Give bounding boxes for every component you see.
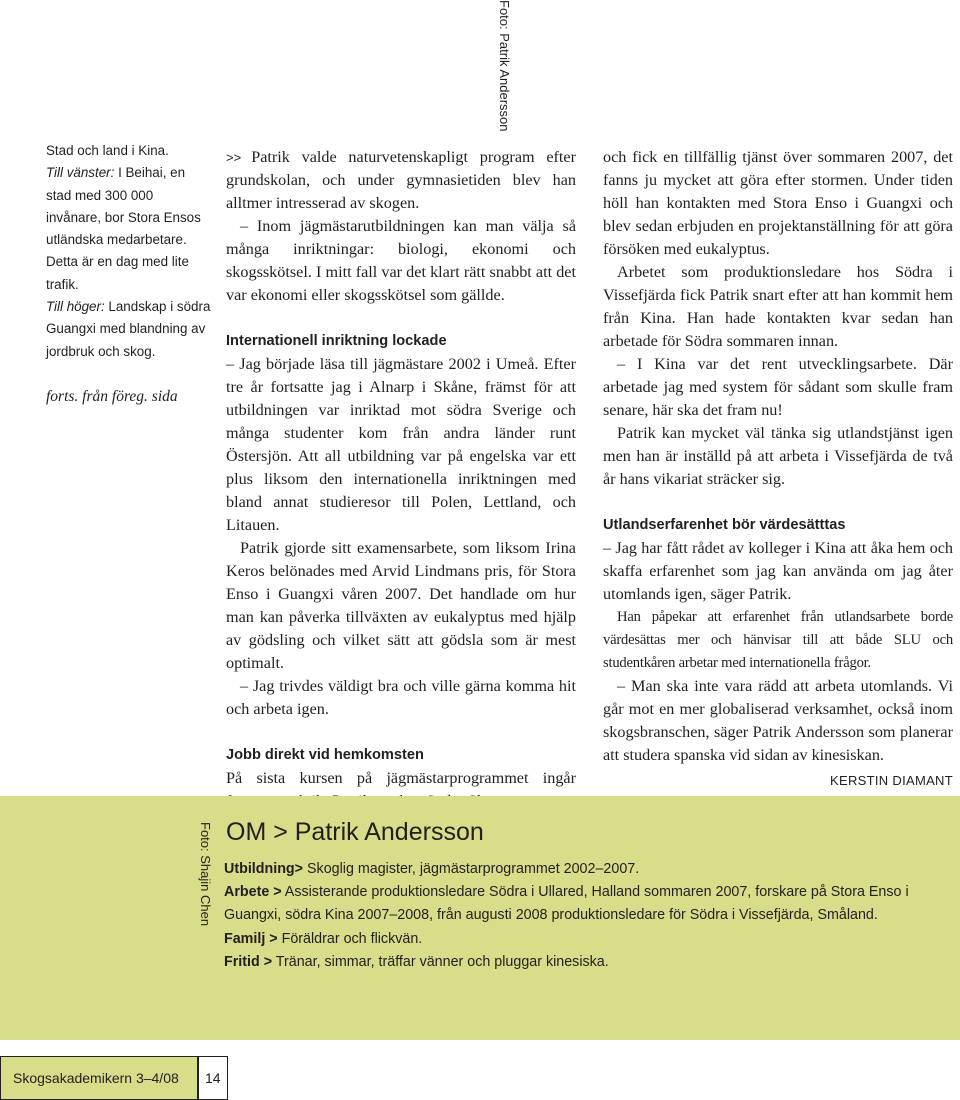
fact-label: Familj > xyxy=(224,930,278,947)
fact-leisure: Fritid > Tränar, simmar, träffar vänner och pluggar kinesiska. xyxy=(224,953,609,970)
author-byline: KERSTIN DIAMANT xyxy=(830,773,953,788)
paragraph: – Jag har fått rådet av kolleger i Kina att åka hem och skaffa erfarenhet som jag kan använda om jag åter utomlands igen, säger Patrik. xyxy=(603,539,953,603)
publication-name: Skogsakademikern 3–4/08 xyxy=(13,1070,179,1086)
photo-credit-top: Foto: Patrik Andersson xyxy=(497,0,512,132)
paragraph: och fick en tillfällig tjänst över sommaren 2007, det fanns ju mycket att göra efter stormen. Under tiden höll han kontakten med Stora Enso i Guangxi och blev sedan erbjuden en projektanställning för att göra försöken med eukalyptus. xyxy=(603,148,953,258)
caption-right-text: Landskap i södra Guangxi med blandning av jordbruk och skog. xyxy=(46,299,211,359)
paragraph: Patrik gjorde sitt examensarbete, som liksom Irina Keros belönades med Arvid Lindmans pris, för Stora Enso i Guangxi våren 2007. Det handlade om hur man kan påverka tillväxten av eukalyptus med hjälp av gödsling och vilket sätt att gödsla som är mest optimalt. xyxy=(226,539,576,672)
paragraph: Arbetet som produktionsledare hos Södra i Vissefjärda fick Patrik snart efter att han kommit hem från Kina. Han hade kontakten kvar sedan han arbetade för Södra sommaren innan. xyxy=(603,263,953,350)
fact-label: Utbildning> xyxy=(224,861,304,877)
caption-intro: Stad och land i Kina. xyxy=(46,143,169,158)
section-heading: Internationell inriktning lockade xyxy=(226,333,447,349)
section-heading: Utlandserfarenhet bör värdesätttas xyxy=(603,517,846,533)
article-column-right xyxy=(603,146,953,792)
fact-work: Arbete > Assisterande produktionsledare Södra i Ullared, Halland sommaren 2007, forskare på Stora Enso i Guangxi, södra Kina 2007–2008, från augusti 2008 produktionsledare för Södra i Vissefjärda, Småland. xyxy=(224,884,909,924)
photo-credit-box: Foto: Shajin Chen xyxy=(198,822,213,927)
continued-note: forts. från föreg. sida xyxy=(46,387,178,405)
paragraph: På sista kursen på jägmästarprogrammet ingår xyxy=(226,769,576,787)
paragraph: >> Patrik valde naturvetenskapligt program efter grundskolan, och under gymnasietiden blev han alltmer intresserad av skogen. xyxy=(226,148,576,212)
caption-left-label: Till vänster: xyxy=(46,165,115,181)
fact-family: Familj > Föräldrar och flickvän. xyxy=(224,930,423,947)
paragraph: – Man ska inte vara rädd att arbeta utomlands. Vi går mot en mer globaliserad verksamhet, också inom skogsbranschen, säger Patrik Andersson som planerar att studera spanska vid sidan av kinesiskan. xyxy=(603,677,953,764)
article-column-middle xyxy=(226,146,576,813)
caption-left xyxy=(46,162,211,296)
fact-label: Arbete > xyxy=(224,884,282,901)
paragraph: Han påpekar att erfarenhet från utlandsarbete borde värdesättas mer och hänvisar till att både SLU och studentkåren arbetar med internationella frågor. xyxy=(603,609,953,671)
fact-box-body xyxy=(224,858,924,974)
caption-right xyxy=(46,296,211,363)
photo-caption xyxy=(46,140,211,408)
fact-education: Utbildning> Skoglig magister, jägmästarprogrammet 2002–2007. xyxy=(224,861,640,877)
paragraph: – Jag trivdes väldigt bra och ville gärna komma hit och arbeta igen. xyxy=(226,677,576,718)
page-number-box xyxy=(198,1056,228,1100)
section-heading: Jobb direkt vid hemkomsten xyxy=(226,747,424,763)
caption-right-label: Till höger: xyxy=(46,299,105,315)
paragraph: – Inom jägmästarutbildningen kan man välja så många inriktningar: biologi, ekonomi och skogsskötsel. I mitt fall var det klart rätt snabbt att det var ekonomi eller skogsskötsel som gällde. xyxy=(226,217,576,304)
page-number: 14 xyxy=(205,1070,221,1086)
paragraph: – I Kina var det rent utvecklingsarbete. Där arbetade jag med system för sådant som skulle fram senare, här ska det fram nu! xyxy=(603,355,953,419)
paragraph: Patrik kan mycket väl tänka sig utlandstjänst igen men han är inställd på att arbeta i Vissefjärda de två år hans vikariat sträcker sig. xyxy=(603,424,953,488)
paragraph: – Jag började läsa till jägmästare 2002 i Umeå. Efter tre år fortsatte jag i Alnarp i Skåne, främst för att utbildningen var inriktad mot södra Sverige och många studenter kom från andra länder runt Östersjön. Att all utbildning var på engelska var ett plus liksom den internationella inriktningen med bland annat studieresor till Polen, Lettland, och Litauen. xyxy=(226,355,576,534)
publication-footer xyxy=(0,1056,198,1100)
continuation-arrow: >> xyxy=(226,150,242,165)
caption-left-text: I Beihai, en stad med 300 000 invånare, bor Stora Ensos utländska medarbetare. Detta är en dag med lite trafik. xyxy=(46,165,201,292)
fact-box-title: OM > Patrik Andersson xyxy=(226,818,484,846)
fact-label: Fritid > xyxy=(224,953,273,970)
